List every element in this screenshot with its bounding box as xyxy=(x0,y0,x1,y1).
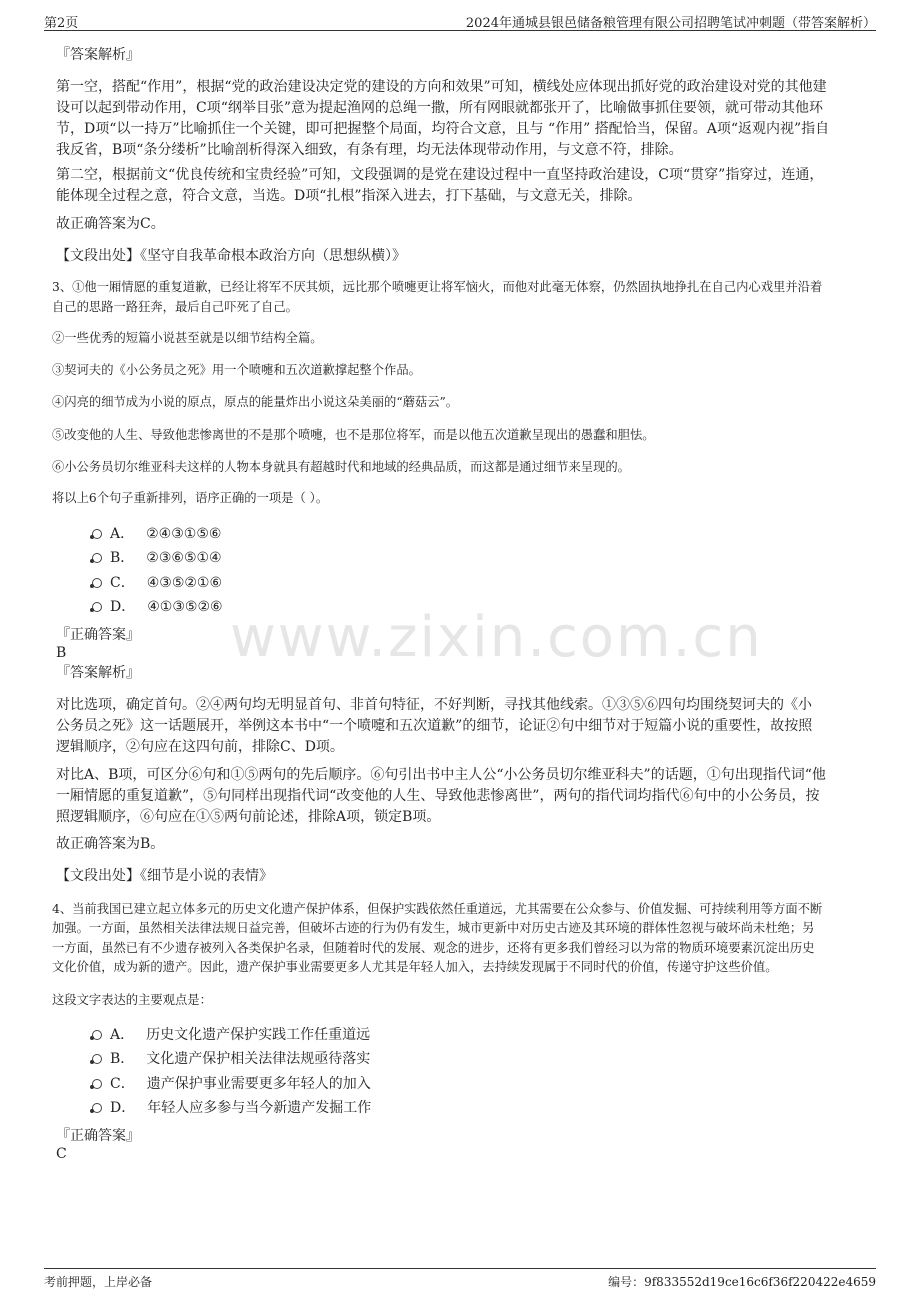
option-letter: A． xyxy=(110,1027,135,1043)
radio-icon[interactable] xyxy=(92,529,102,539)
option-c[interactable] xyxy=(92,573,222,594)
option-letter: B． xyxy=(110,550,135,566)
option-text: 文化遗产保护相关法律法规亟待落实 xyxy=(146,1051,371,1067)
passage-source: 【文段出处】《坚守自我革命根本政治方向（思想纵横）》 xyxy=(56,248,406,264)
correct-answer: B xyxy=(56,645,67,661)
option-letter: A． xyxy=(110,526,135,542)
answer-analysis-label: 『答案解析』 xyxy=(56,47,140,63)
question-prompt: 这段文字表达的主要观点是： xyxy=(52,993,212,1007)
question-stem-line: 4、当前我国已建立起立体多元的历史文化遗产保护体系，但保护实践依然任重道远，尤其需要在公众参与、价值发掘、可持续利用等方面不断 xyxy=(52,902,823,916)
radio-icon[interactable] xyxy=(92,578,102,588)
watermark: www.zixin.com.cn xyxy=(230,605,763,670)
option-c[interactable] xyxy=(92,1074,371,1095)
correct-answer-label: 『正确答案』 xyxy=(56,1128,140,1144)
option-text: ④③⑤②①⑥ xyxy=(146,575,223,591)
option-letter: D． xyxy=(110,1100,136,1116)
analysis-line: 一厢情愿的重复道歉”，⑤句同样出现指代词“改变他的人生、导致他悲惨离世”，两句的指代词均指代⑥句中的小公务员，按 xyxy=(56,788,820,804)
option-letter: C． xyxy=(110,1076,135,1092)
answer-analysis-label: 『答案解析』 xyxy=(56,665,140,681)
option-text: ②③⑥⑤①④ xyxy=(146,550,222,566)
option-letter: C． xyxy=(110,575,135,591)
question-stem-line: 加强。一方面，虽然相关法律法规日益完善，但破坏古迹的行为仍有发生，城市更新中对历史古迹及其环境的群体性忽视与破坏尚未杜绝；另 xyxy=(52,921,815,935)
radio-icon[interactable] xyxy=(92,553,102,563)
option-letter: B． xyxy=(110,1051,135,1067)
sentence-4: ④闪亮的细节成为小说的原点，原点的能量炸出小说这朵美丽的“蘑菇云”。 xyxy=(52,395,459,409)
analysis-line: 照逻辑顺序，⑥句应在①⑤两句前论述，排除A项，锁定B项。 xyxy=(56,809,441,825)
conclusion: 故正确答案为B。 xyxy=(56,836,165,852)
question-stem-line: 一方面，虽然已有不少遗存被列入各类保护名录，但随着时代的发展、观念的进步，还将有更多我们曾经习以为常的物质环境要素沉淀出历史 xyxy=(52,941,815,955)
radio-icon[interactable] xyxy=(92,1103,102,1113)
option-text: 遗产保护事业需要更多年轻人的加入 xyxy=(146,1076,371,1092)
footer-slogan: 考前押题，上岸必备 xyxy=(44,1275,153,1289)
analysis-line: 我反省，B项“条分缕析”比喻剖析得深入细致，有条有理，均无法体现带动作用，与文意不符，排除。 xyxy=(56,142,683,158)
sentence-2: ②一些优秀的短篇小说甚至就是以细节结构全篇。 xyxy=(52,331,323,345)
question-stem-line: 3、①他一厢情愿的重复道歉，已经让将军不厌其烦，远比那个喷嚏更让将军恼火，而他对此毫无体察，仍然固执地挣扎在自己内心戏里并沿着 xyxy=(52,280,823,294)
option-d[interactable] xyxy=(92,1098,371,1119)
analysis-line: 设可以起到带动作用，C项“纲举目张”意为提起渔网的总绳一撒，所有网眼就都张开了，比喻做事抓住要领，就可带动其他环 xyxy=(56,100,824,116)
analysis-line: 逻辑顺序，②句应在这四句前，排除C、D项。 xyxy=(56,739,344,755)
document-id: 编号：9f833552d19ce16c6f36f220422e4659 xyxy=(608,1275,876,1289)
question-stem-line: 文化价值，成为新的遗产。因此，遗产保护事业需要更多人尤其是年轻人加入，去持续发现属于不同时代的价值，传递守护这些价值。 xyxy=(52,960,778,974)
option-d[interactable] xyxy=(92,597,223,618)
passage-source: 【文段出处】《细节是小说的表情》 xyxy=(56,868,273,884)
option-text: 历史文化遗产保护实践工作任重道远 xyxy=(146,1027,371,1043)
analysis-line: 第一空，搭配“作用”，根据“党的政治建设决定党的建设的方向和效果”可知，横线处应体现出抓好党的政治建设对党的其他建 xyxy=(56,79,827,95)
document-title: 2024年通城县银邑储备粮管理有限公司招聘笔试冲刺题（带答案解析） xyxy=(465,16,876,31)
correct-answer: C xyxy=(56,1146,67,1162)
analysis-line: 第二空，根据前文“优良传统和宝贵经验”可知，文段强调的是党在建设过程中一直坚持政治建设，C项“贯穿”指穿过，连通， xyxy=(56,167,824,183)
question-prompt: 将以上6个句子重新排列，语序正确的一项是（ ）。 xyxy=(52,491,329,505)
sentence-5: ⑤改变他的人生、导致他悲惨离世的不是那个喷嚏，也不是那位将军，而是以他五次道歉呈现出的愚蠢和胆怯。 xyxy=(52,428,655,442)
radio-icon[interactable] xyxy=(92,602,102,612)
option-text: ②④③①⑤⑥ xyxy=(146,526,222,542)
radio-icon[interactable] xyxy=(92,1030,102,1040)
option-a[interactable] xyxy=(92,1025,370,1046)
option-b[interactable] xyxy=(92,1049,370,1070)
option-text: 年轻人应多参与当今新遗产发掘工作 xyxy=(147,1100,372,1116)
sentence-6: ⑥小公务员切尔维亚科夫这样的人物本身就具有超越时代和地域的经典品质，而这都是通过细节来呈现的。 xyxy=(52,460,630,474)
option-b[interactable] xyxy=(92,548,222,569)
radio-icon[interactable] xyxy=(92,1079,102,1089)
page-footer xyxy=(44,1268,876,1293)
radio-icon[interactable] xyxy=(92,1054,102,1064)
conclusion: 故正确答案为C。 xyxy=(56,216,165,232)
sentence-3: ③契诃夫的《小公务员之死》用一个喷嚏和五次道歉撑起整个作品。 xyxy=(52,363,421,377)
question-stem-line: 自己的思路一路狂奔，最后自己吓死了自己。 xyxy=(52,300,298,314)
analysis-line: 对比选项，确定首句。②④两句均无明显首句、非首句特征，不好判断，寻找其他线索。①③⑤⑥四句均围绕契诃夫的《小 xyxy=(56,697,812,713)
analysis-line: 对比A、B项，可区分⑥句和①⑤两句的先后顺序。⑥句引出书中主人公“小公务员切尔维亚科夫”的话题，①句出现指代词“他 xyxy=(56,767,826,783)
analysis-line: 公务员之死》这一话题展开，举例这本书中“一个喷嚏和五次道歉”的细节，论证②句中细节对于短篇小说的重要性，故按照 xyxy=(56,718,813,734)
option-a[interactable] xyxy=(92,524,221,545)
analysis-line: 能体现全过程之意，符合文意，当选。D项“扎根”指深入进去，打下基础，与文意无关，排除。 xyxy=(56,188,642,204)
page-number: 第2页 xyxy=(44,16,79,31)
option-letter: D． xyxy=(110,599,136,615)
option-text: ④①③⑤②⑥ xyxy=(147,599,223,615)
page-header xyxy=(44,10,876,31)
analysis-line: 节，D项“以一持万”比喻抓住一个关键，即可把握整个局面，均符合文意，且与 “作用” 搭配恰当，保留。A项“返观内视”指自 xyxy=(56,121,830,137)
correct-answer-label: 『正确答案』 xyxy=(56,627,140,643)
